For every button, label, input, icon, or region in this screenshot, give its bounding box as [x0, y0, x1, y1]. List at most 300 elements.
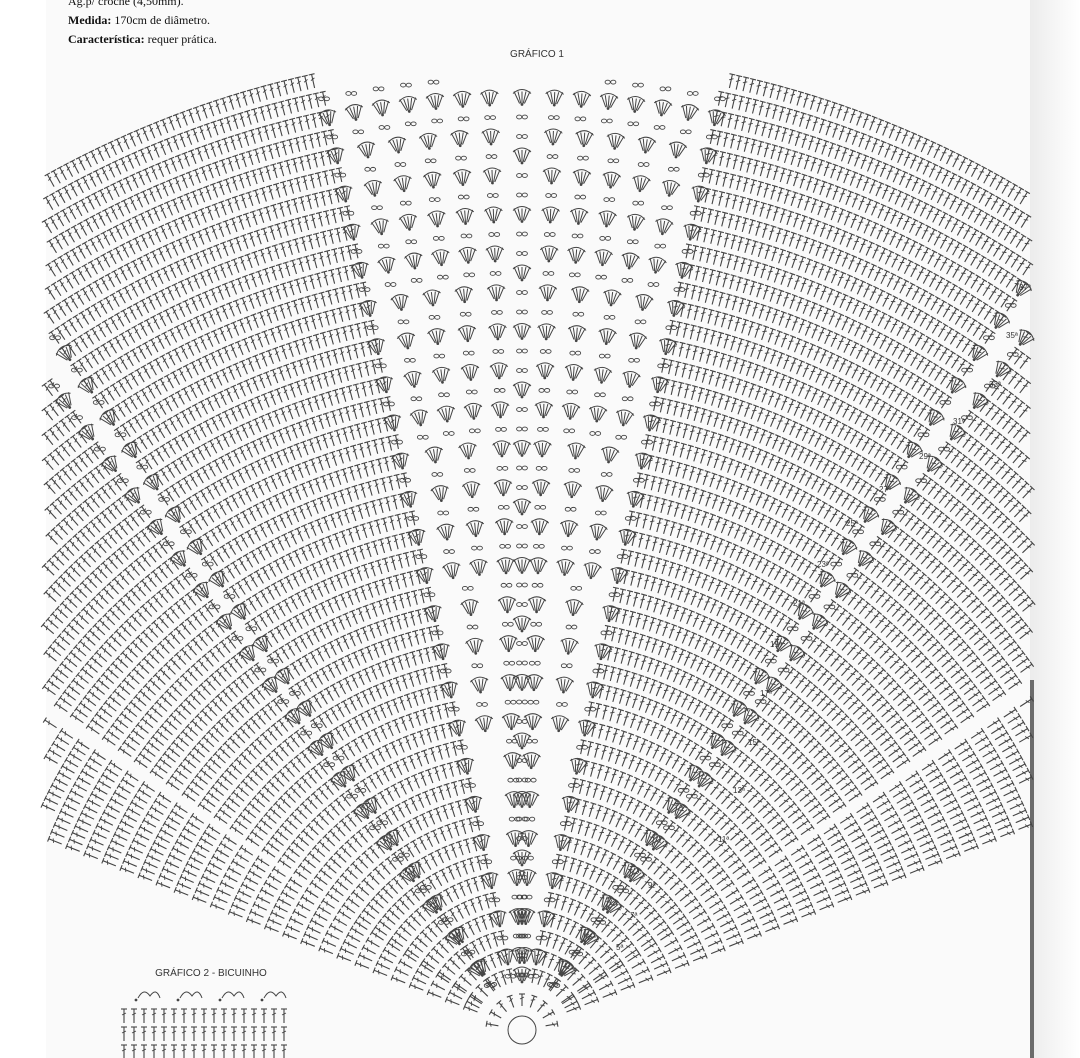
stitch-symbol [268, 328, 278, 343]
stitch-symbol [620, 982, 635, 993]
chain-symbol [333, 756, 344, 760]
stitch-symbol [721, 541, 732, 556]
stitch-symbol [196, 294, 207, 309]
chain-symbol [202, 562, 213, 566]
stitch-symbol [648, 722, 659, 737]
stitch-symbol [711, 454, 721, 469]
stitch-symbol [343, 677, 355, 692]
stitch-symbol [265, 413, 276, 428]
chain-symbol [438, 511, 449, 515]
chain-symbol [517, 408, 528, 412]
stitch-symbol [707, 938, 722, 949]
stitch-symbol [759, 451, 770, 466]
shell-symbol [487, 285, 506, 302]
shell-symbol [462, 481, 481, 499]
stitch-symbol [187, 319, 198, 334]
stitch-symbol [559, 896, 569, 911]
stitch-symbol [805, 343, 816, 358]
stitch-symbol [248, 463, 259, 478]
chain-symbol [372, 206, 383, 210]
shell-symbol [569, 208, 588, 226]
stitch-symbol [584, 781, 594, 796]
stitch-symbol [94, 235, 106, 250]
stitch-symbol [796, 256, 806, 271]
stitch-symbol [582, 822, 592, 837]
stitch-symbol [774, 352, 785, 367]
chain-symbol [429, 198, 440, 202]
stitch-symbol [400, 675, 410, 690]
stitch-symbol [301, 524, 312, 539]
stitch-symbol [68, 837, 83, 848]
stitch-symbol [1015, 768, 1030, 780]
stitch-symbol [668, 878, 682, 892]
stitch-symbol [828, 333, 839, 348]
stitch-symbol [479, 875, 488, 890]
shell-symbol [427, 328, 447, 346]
chain-symbol [613, 886, 624, 890]
stitch-symbol [303, 256, 313, 271]
stitch-symbol [257, 374, 268, 389]
stitch-symbol [375, 459, 384, 474]
shell-symbol [513, 675, 531, 691]
stitch-symbol [716, 560, 727, 575]
stitch-symbol [808, 199, 818, 214]
stitch-symbol [634, 473, 643, 488]
stitch-symbol [758, 910, 773, 921]
stitch-symbol [616, 629, 625, 644]
stitch-symbol [82, 264, 94, 279]
chain-symbol [533, 544, 544, 548]
stitch-symbol [396, 738, 407, 753]
stitch-symbol [227, 239, 237, 254]
stitch-symbol [143, 859, 158, 870]
stitch-symbol [605, 646, 614, 661]
chain-symbol [604, 315, 615, 319]
stitch-symbol [812, 887, 827, 898]
stitch-symbol [779, 909, 794, 920]
stitch-symbol [190, 191, 201, 206]
stitch-symbol [430, 646, 439, 661]
stitch-symbol [797, 215, 807, 230]
stitch-symbol [676, 342, 685, 357]
shell-symbol [513, 558, 531, 574]
stitch-symbol [699, 168, 708, 183]
stitch-symbol [345, 867, 359, 881]
stitch-symbol [423, 648, 432, 663]
stitch-symbol [832, 378, 844, 393]
shell-symbol [513, 499, 531, 515]
chain-symbol [709, 763, 720, 767]
stitch-symbol [746, 219, 756, 234]
stitch-symbol [236, 215, 246, 230]
chain-symbol [893, 510, 904, 514]
stitch-symbol [702, 188, 711, 203]
stitch-symbol [164, 201, 175, 216]
stitch-symbol [132, 216, 143, 231]
stitch-symbol [210, 183, 220, 198]
stitch-symbol [436, 745, 446, 760]
stitch-symbol [414, 670, 424, 685]
chain-symbol [489, 233, 500, 237]
stitch-symbol [323, 622, 334, 637]
stitch-symbol [210, 902, 225, 913]
stitch-symbol [420, 709, 430, 724]
shell-symbol [541, 207, 560, 224]
stitch-symbol [165, 222, 176, 237]
stitch-symbol [336, 449, 346, 464]
chain-symbol [622, 397, 633, 401]
stitch-symbol [66, 843, 81, 854]
chain-symbol [565, 507, 576, 511]
stitch-symbol [437, 892, 449, 907]
stitch-symbol [228, 343, 239, 358]
stitch-symbol [629, 532, 638, 547]
stitch-symbol [701, 328, 710, 343]
shell-symbol [494, 479, 513, 496]
stitch-symbol [298, 863, 313, 876]
stitch-symbol [163, 309, 175, 324]
stitch-symbol [818, 286, 829, 301]
stitch-symbol [367, 624, 378, 639]
stitch-symbol [204, 486, 216, 501]
stitch-symbol [326, 536, 337, 551]
stitch-symbol [287, 179, 296, 194]
stitch-symbol [367, 522, 377, 537]
stitch-symbol [918, 838, 933, 849]
stitch-symbol [807, 366, 818, 381]
stitch-symbol [411, 774, 422, 789]
shell-symbol [456, 208, 475, 226]
stitch-symbol [319, 868, 334, 881]
stitch-symbol [655, 704, 666, 719]
stitch-symbol [343, 613, 354, 628]
stitch-symbol [325, 391, 335, 406]
stitch-symbol [188, 473, 200, 488]
stitch-symbol [707, 473, 717, 488]
stitch-symbol [761, 347, 771, 362]
stitch-symbol [198, 336, 209, 351]
stitch-symbol [64, 252, 76, 267]
stitch-symbol [733, 379, 743, 394]
chain-symbol [809, 595, 820, 599]
stitch-symbol [582, 957, 596, 971]
stitch-symbol [89, 837, 104, 848]
stitch-symbol [145, 385, 157, 400]
stitch-symbol [571, 839, 581, 854]
stitch-symbol [750, 427, 761, 442]
stitch-symbol [757, 866, 772, 879]
chain-symbol [460, 312, 471, 316]
stitch-symbol [208, 440, 220, 455]
stitch-symbol [269, 606, 281, 621]
stitch-symbol [746, 383, 756, 398]
stitch-symbol [833, 250, 844, 265]
feature-value: requer prática. [145, 32, 217, 46]
stitch-symbol [327, 229, 336, 244]
stitch-symbol [261, 228, 271, 243]
stitch-symbol [618, 794, 629, 809]
shell-symbol [465, 520, 484, 538]
stitch-symbol [637, 594, 647, 609]
stitch-symbol [260, 566, 272, 581]
stitch-symbol [251, 527, 263, 542]
stitch-symbol [319, 946, 334, 957]
stitch-symbol [300, 441, 311, 456]
stitch-symbol [211, 266, 222, 281]
stitch-symbol [391, 975, 406, 986]
stitch-symbol [315, 172, 324, 187]
stitch-symbol [781, 418, 792, 433]
stitch-symbol [682, 651, 693, 666]
chain-symbol [916, 479, 927, 483]
stitch-symbol [297, 635, 309, 650]
stitch-symbol [705, 309, 714, 324]
shell-symbol [646, 256, 667, 275]
stitch-symbol [872, 267, 883, 282]
stitch-symbol [565, 899, 576, 914]
chain-symbol [517, 349, 528, 353]
stitch-symbol [991, 809, 1006, 820]
stitch-symbol [354, 629, 365, 644]
stitch-symbol [321, 580, 332, 595]
stitch-symbol [347, 426, 357, 441]
stitch-symbol [655, 478, 664, 493]
shell-symbol [597, 328, 617, 346]
stitch-symbol [678, 403, 687, 418]
stitch-symbol [280, 181, 290, 196]
stitch-symbol [835, 208, 846, 223]
stitch-symbol [816, 264, 827, 279]
stitch-symbol [368, 420, 377, 435]
stitch-symbol [700, 268, 709, 283]
stitch-symbol [245, 254, 255, 269]
stitch-symbol [389, 741, 400, 756]
stitch-symbol [262, 847, 277, 860]
stitch-symbol [774, 290, 784, 305]
stitch-symbol [326, 891, 341, 904]
stitch-symbol [350, 445, 360, 460]
stitch-symbol [787, 357, 798, 372]
stitch-symbol [748, 890, 763, 902]
stitch-symbol [343, 407, 353, 422]
stitch-symbol [375, 748, 387, 763]
stitch-symbol [349, 365, 358, 380]
stitch-symbol [308, 522, 319, 537]
stitch-symbol [723, 500, 734, 515]
stitch-symbol [151, 207, 162, 222]
stitch-symbol [316, 625, 328, 640]
stitch-symbol [256, 547, 268, 562]
stitch-symbol [648, 476, 657, 491]
stitch-symbol [603, 686, 612, 701]
stitch-symbol [1017, 821, 1032, 832]
stitch-symbol [329, 451, 339, 466]
stitch-symbol [404, 777, 415, 792]
stitch-symbol [746, 446, 757, 461]
stitch-symbol [273, 494, 284, 509]
stitch-symbol [708, 536, 719, 551]
stitch-symbol [355, 960, 370, 971]
stitch-symbol [403, 653, 413, 668]
stitch-symbol [789, 254, 799, 269]
chain-symbol [543, 272, 554, 276]
stitch-symbol [226, 302, 237, 317]
stitch-symbol [1004, 749, 1019, 761]
stitch-symbol [684, 610, 695, 625]
stitch-symbol [209, 225, 220, 240]
stitch-symbol [1012, 808, 1027, 819]
stitch-symbol [928, 772, 943, 784]
stitch-symbol [306, 608, 318, 623]
stitch-symbol [319, 538, 330, 553]
stitch-symbol [757, 366, 767, 381]
stitch-symbol [424, 833, 436, 848]
stitch-symbol [670, 341, 679, 356]
stitch-symbol [356, 363, 365, 378]
stitch-symbol [614, 709, 624, 724]
stitch-symbol [154, 270, 165, 285]
chain-symbol [399, 853, 410, 857]
stitch-symbol [371, 541, 381, 556]
stitch-symbol [673, 690, 684, 705]
stitch-symbol [783, 377, 794, 392]
stitch-symbol [683, 344, 692, 359]
stitch-symbol [613, 750, 623, 765]
shell-symbol [597, 210, 617, 228]
shell-symbol [393, 175, 413, 194]
stitch-symbol [733, 441, 744, 456]
chain-symbol [517, 603, 528, 607]
stitch-symbol [260, 290, 270, 305]
stitch-symbol [690, 550, 700, 565]
stitch-symbol [1008, 755, 1023, 767]
stitch-symbol [688, 591, 699, 606]
stitch-symbol [665, 500, 675, 515]
stitch-symbol [150, 405, 162, 420]
stitch-symbol [698, 408, 708, 423]
stitch-symbol [819, 371, 830, 386]
stitch-symbol [867, 286, 878, 301]
stitch-symbol [476, 937, 487, 952]
stitch-symbol [342, 266, 351, 281]
stitch-symbol [939, 837, 954, 848]
stitch-symbol [615, 771, 626, 786]
stitch-symbol [611, 648, 620, 663]
stitch-symbol [997, 736, 1012, 748]
chain-symbol [517, 642, 528, 646]
shell-symbol [490, 363, 509, 380]
stitch-symbol [180, 874, 195, 885]
chain-symbol [801, 637, 812, 641]
stitch-symbol [435, 849, 446, 864]
stitch-symbol [802, 258, 813, 273]
stitch-symbol [631, 592, 640, 607]
stitch-symbol [686, 632, 697, 647]
stitch-symbol [246, 357, 257, 372]
stitch-symbol [608, 769, 618, 784]
stitch-symbol [169, 241, 180, 256]
stitch-symbol [428, 852, 440, 867]
stitch-symbol [207, 247, 218, 262]
stitch-symbol [90, 327, 102, 342]
stitch-symbol [232, 537, 244, 552]
stitch-symbol [246, 294, 257, 309]
stitch-symbol [693, 571, 704, 586]
stitch-symbol [205, 397, 217, 412]
stitch-symbol [854, 839, 869, 851]
shell-symbol [488, 324, 507, 341]
chain-symbol [462, 586, 473, 590]
stitch-symbol [395, 514, 404, 529]
chain-symbol [507, 739, 518, 743]
stitch-symbol [127, 306, 139, 321]
stitch-symbol [281, 533, 292, 548]
stitch-symbol [451, 781, 461, 796]
stitch-symbol [74, 291, 86, 306]
stitch-symbol [333, 916, 348, 928]
stitch-symbol [290, 508, 301, 523]
chain-symbol [595, 393, 606, 397]
stitch-symbol [765, 454, 776, 469]
stitch-symbol [217, 501, 229, 516]
chain-symbol [629, 358, 640, 362]
stitch-symbol [75, 267, 87, 282]
stitch-symbol [366, 937, 381, 949]
stitch-symbol [732, 461, 743, 476]
stitch-symbol [266, 563, 278, 578]
stitch-symbol [324, 351, 334, 366]
stitch-symbol [107, 340, 119, 355]
stitch-symbol [833, 842, 848, 854]
stitch-symbol [324, 250, 333, 265]
stitch-symbol [870, 244, 881, 259]
stitch-symbol [689, 488, 699, 503]
stitch-symbol [138, 872, 153, 883]
stitch-symbol [307, 674, 319, 689]
stitch-symbol [364, 710, 376, 725]
stitch-symbol [742, 402, 752, 417]
chain-symbol [557, 703, 568, 707]
stitch-symbol [662, 643, 673, 658]
stitch-symbol [381, 518, 390, 533]
chain-symbol [517, 193, 528, 197]
stitch-symbol [722, 233, 731, 248]
chain-symbol [163, 542, 174, 546]
stitch-symbol [204, 509, 216, 524]
stitch-symbol [118, 746, 133, 759]
stitch-symbol [705, 514, 715, 529]
stitch-symbol [658, 499, 667, 514]
stitch-symbol [445, 997, 460, 1008]
stitch-symbol [674, 856, 688, 870]
stitch-symbol [646, 947, 661, 959]
stitch-symbol [248, 399, 259, 414]
shell-symbol [564, 364, 583, 382]
stitch-symbol [286, 343, 296, 358]
stitch-symbol [368, 846, 382, 861]
stitch-symbol [275, 536, 287, 551]
chain-symbol [544, 233, 555, 237]
stitch-symbol [715, 911, 730, 923]
stitch-symbol [258, 249, 268, 264]
stitch-symbol [681, 323, 690, 338]
stitch-symbol [130, 349, 142, 364]
stitch-symbol [662, 707, 673, 722]
chain-symbol [527, 739, 538, 743]
stitch-symbol [194, 469, 206, 484]
stitch-symbol [374, 520, 384, 535]
stitch-symbol [660, 685, 671, 700]
